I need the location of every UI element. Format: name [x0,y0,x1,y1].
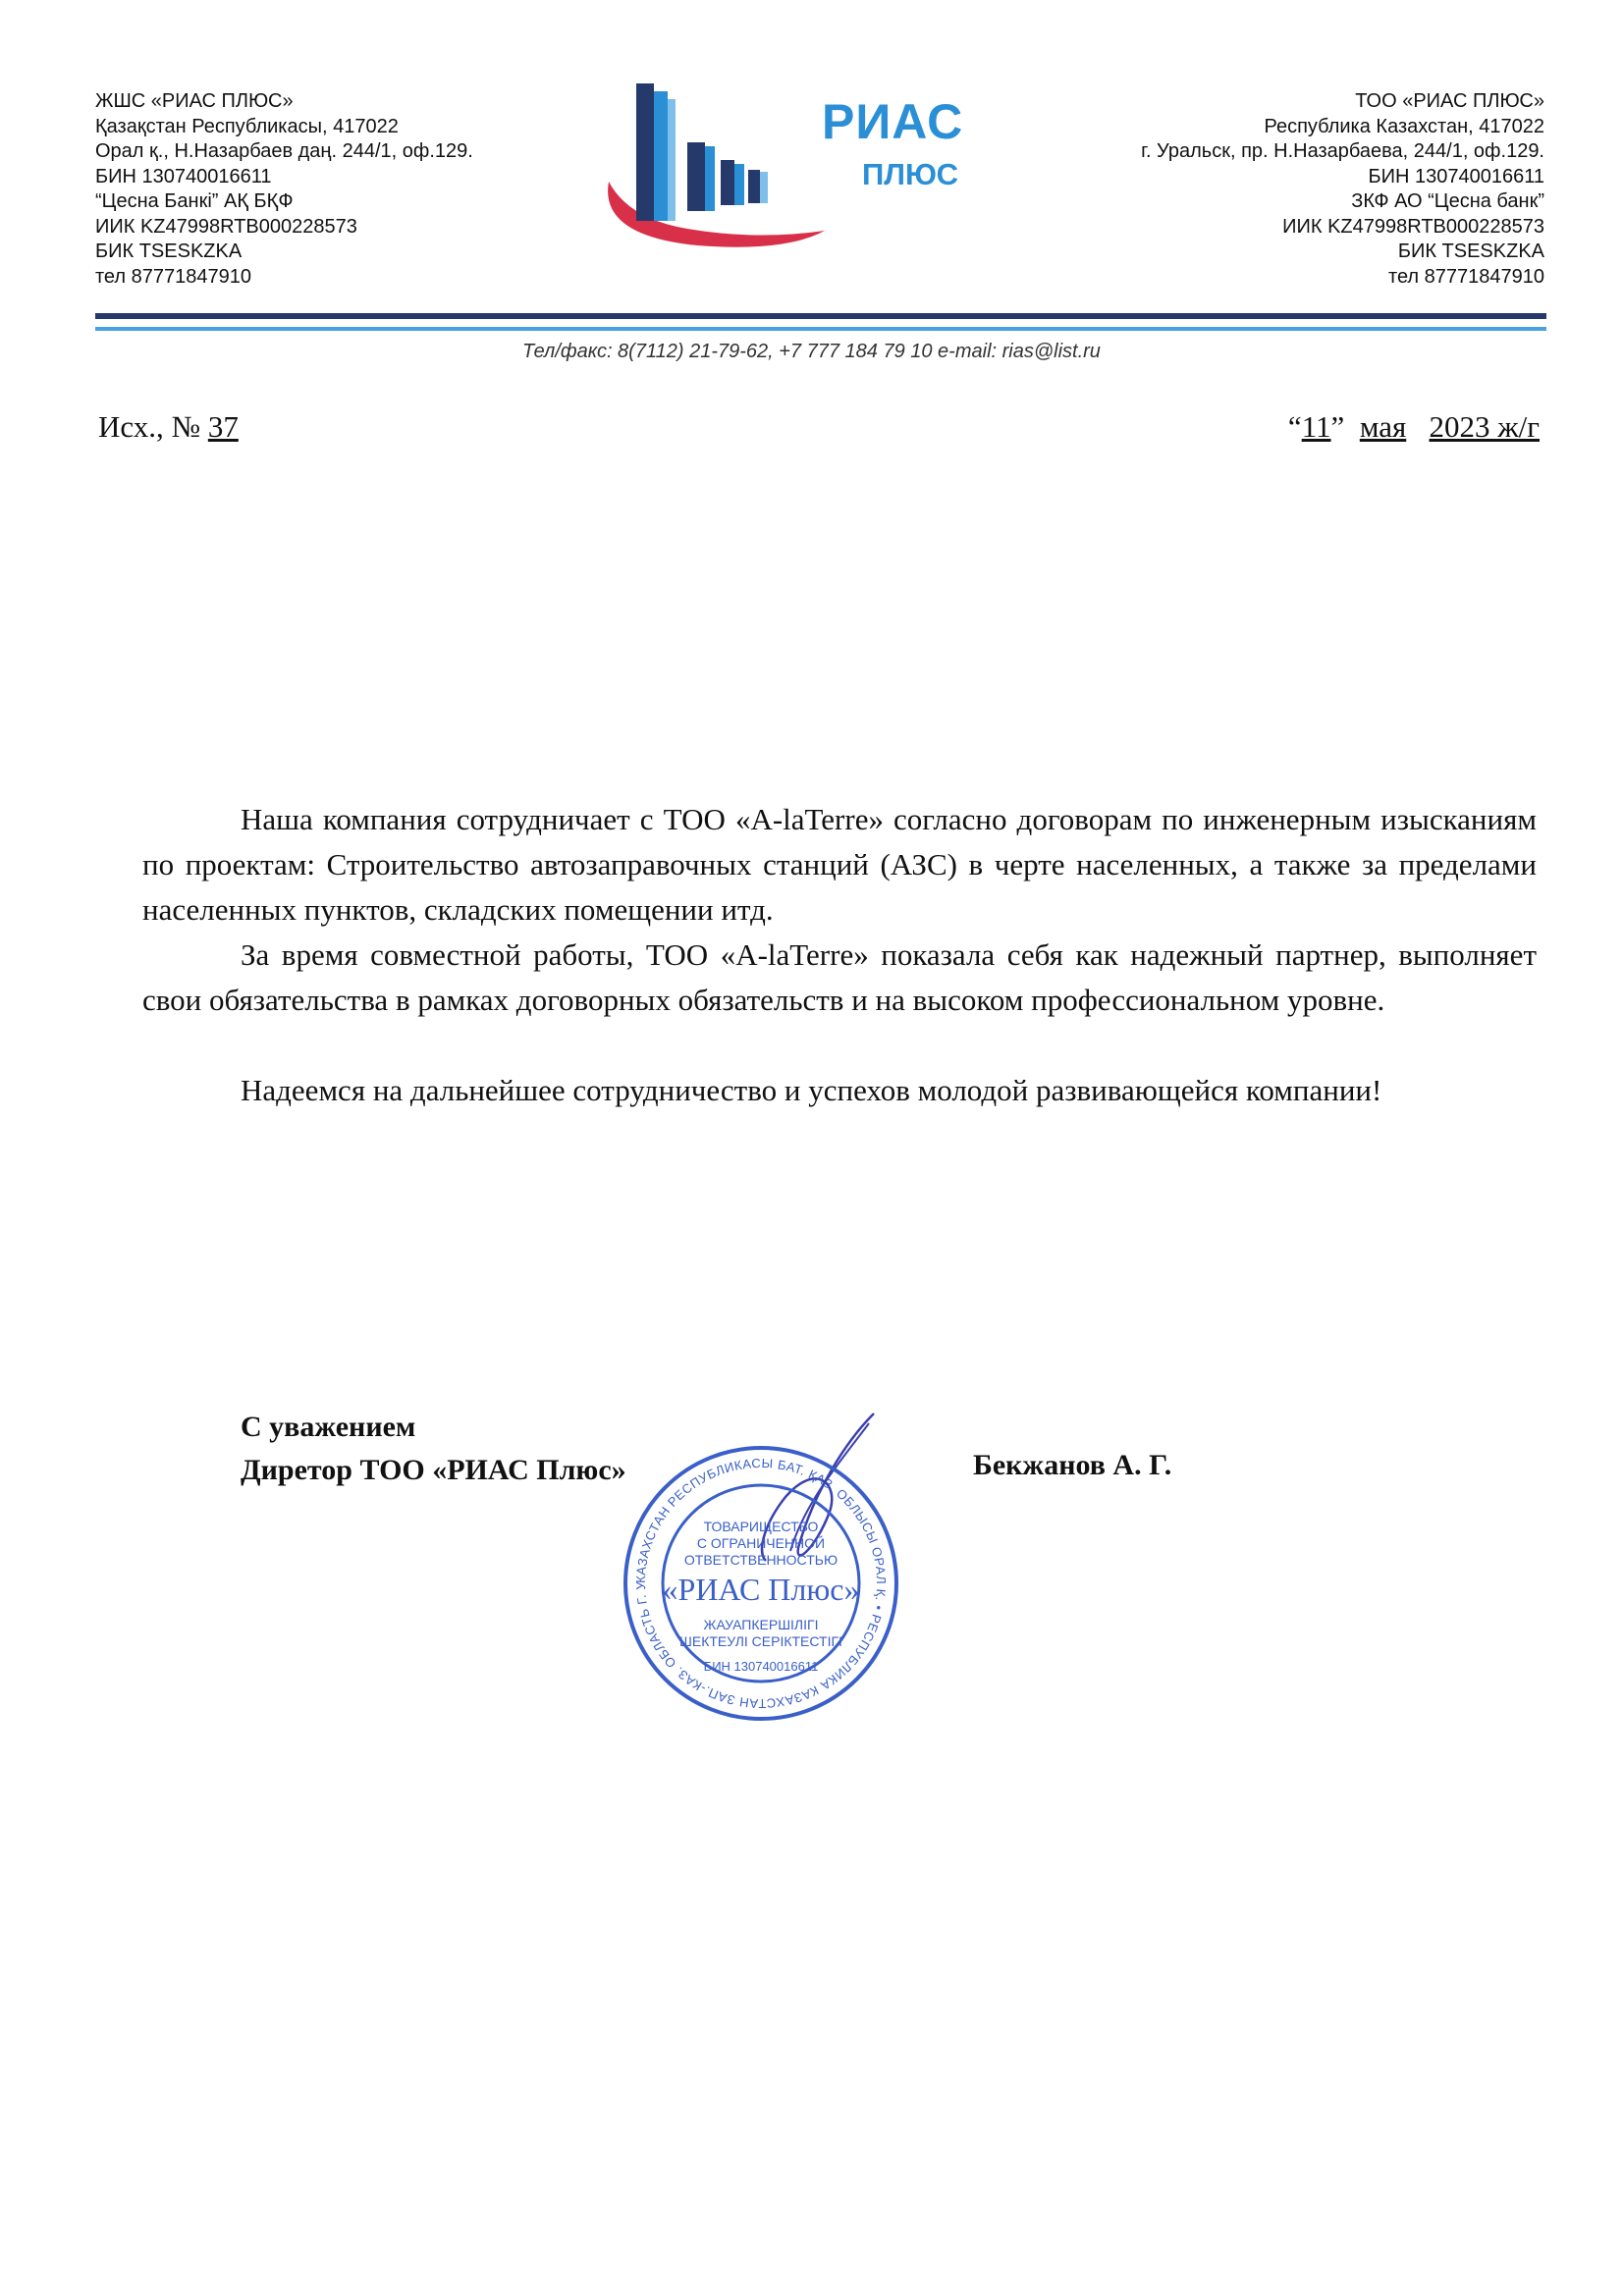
header-right-line: тел 87771847910 [1388,265,1544,288]
logo-name: РИАС [822,94,964,149]
signature-regards: С уважением [241,1411,416,1443]
stamp-bottom-line: ШЕКТЕУЛІ СЕРІКТЕСТІГІ [679,1633,842,1649]
stamp-bottom-line: ЖАУАПКЕРШІЛІГІ [703,1617,819,1632]
stamp-top-line: С ОГРАНИЧЕННОЙ [696,1535,826,1551]
body-paragraph-2: За время совместной работы, ТОО «A-laTerre» показала себя как надежный партнер, выполняет свои обязательства в рамках договорных обязательств и на высоком профессиональном уровне. [142,937,1537,1017]
header-divider-light [95,327,1546,331]
header-right-requisites [1141,89,1544,290]
date-month: мая [1359,409,1407,444]
company-stamp [619,1404,903,1728]
stamp-top-line: ТОВАРИЩЕСТВО [703,1519,819,1534]
letter-body [142,797,1537,1113]
header-left-line: БИК TSESKZKA [95,240,243,262]
date-open-quote: “ [1287,409,1302,444]
header-left-line: Қазақстан Республикасы, 417022 [95,115,399,137]
signer-name: Бекжанов А. Г. [973,1449,1172,1481]
header-right-line: БИК TSESKZKA [1397,240,1544,262]
signature-block [241,1406,626,1492]
header-right-line: БИН 130740016611 [1368,165,1544,187]
company-logo [589,74,1021,260]
header-right-line: ИИК KZ47998RTB000228573 [1282,215,1544,238]
outgoing-number-value: 37 [207,409,239,444]
outgoing-label: Исх., № [98,409,208,444]
header-left-line: ИИК KZ47998RTB000228573 [95,215,357,238]
header-left-line: БИН 130740016611 [95,165,272,187]
outgoing-number [98,409,239,445]
body-paragraph-1: Наша компания сотрудничает с ТОО «A-laTerre» согласно договорам по инженерным изысканиям по проектам: Строительство автозаправочных станций (АЗС) в черте населенных, а также за пределами населенных пунктов, складских помещении итд. [142,802,1537,927]
date-year: 2023 ж/г [1429,409,1540,444]
body-paragraph-3: Надеемся на дальнейшее сотрудничество и успехов молодой развивающейся компании! [241,1073,1382,1107]
header-right-line: ЗКФ АО “Цесна банк” [1351,190,1544,212]
header-left-line: “Цесна Банкі” АҚ БҚФ [95,190,294,212]
stamp-seal-icon [619,1404,903,1728]
stamp-top-line: ОТВЕТСТВЕННОСТЬЮ [683,1552,839,1568]
date-day: 11 [1301,409,1331,444]
signature-position: Диретор ТОО «РИАС Плюс» [241,1454,626,1486]
header-left-line: ЖШС «РИАС ПЛЮС» [95,90,294,112]
header-right-line: Республика Казахстан, 417022 [1264,115,1544,137]
header-left-requisites [95,89,473,290]
header-right-line: г. Уральск, пр. Н.Назарбаева, 244/1, оф.129. [1141,140,1544,162]
logo-subtitle: ПЛЮС [862,157,958,191]
stamp-ring-text: КАЗАХСТАН РЕСПУБЛИКАСЫ БАТ. ҚАЗ. ОБЛЫСЫ ОРАЛ Қ. • РЕСПУБЛИКА КАЗАХСТАН ЗАП.-КАЗ. ОБЛАСТЬ Г. У [632,1455,890,1712]
header-left-line: тел 87771847910 [95,265,251,288]
header-left-line: Орал қ., Н.Назарбаев даң. 244/1, оф.129. [95,140,473,162]
contact-line: Тел/факс: 8(7112) 21-79-62, +7 777 184 79 10 e-mail: rias@list.ru [522,341,1101,362]
date-close-quote: ” [1330,409,1345,444]
header-right-line: ТОО «РИАС ПЛЮС» [1355,90,1544,112]
stamp-bin: БИН 130740016611 [703,1659,819,1674]
header-divider-dark [95,313,1546,319]
letter-date [1288,409,1540,445]
stamp-center-text: «РИАС Плюс» [662,1572,860,1607]
